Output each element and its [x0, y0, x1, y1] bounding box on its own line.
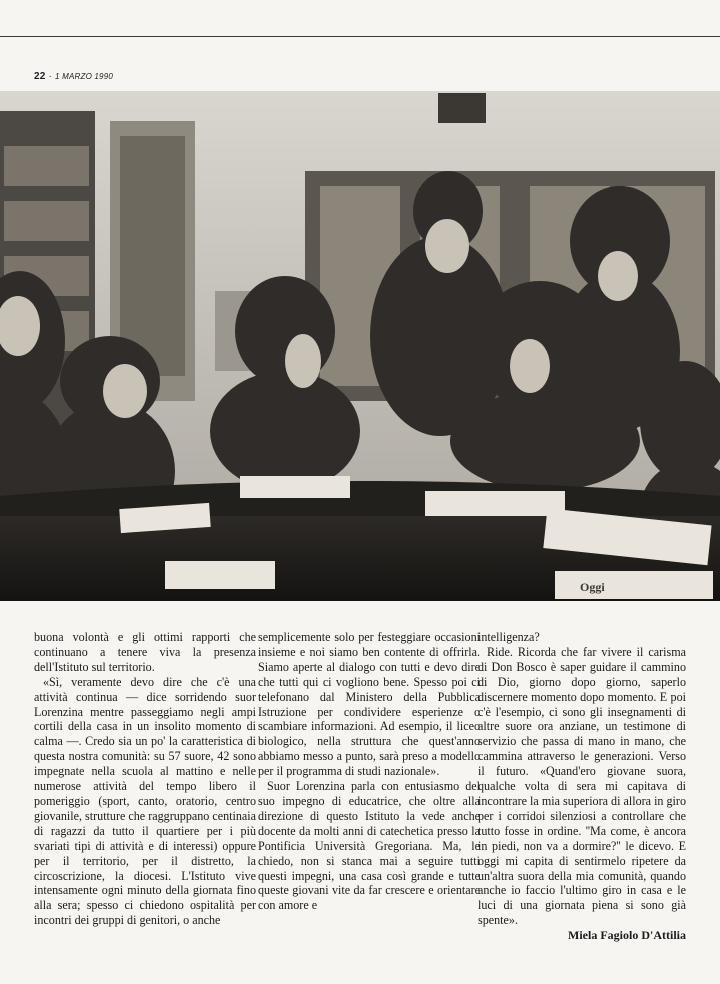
page-number: 22	[34, 71, 46, 82]
header-separator: ·	[48, 71, 53, 82]
page-header	[34, 71, 113, 82]
col1-paragraph-2: «Sì, veramente devo dire che c'è una attività continua — dice sorridendo suor Lorenzina mentre passeggiamo negli ampi cortili della casa in un insolito momento di calma —. Credo sia un po' la caratteristica di questa nostra comunità: su 57 suore, 42 sono impegnate nella scuola al mattino e nelle numerose attività del tempo libero il pomeriggio (sport, canto, oratorio, centro giovanile, strutture che raggruppano centinaia di ragazzi da tutto il quartiere per i più svariati tipi di attività e di interessi) oppure per il territorio, per il distretto, la circoscrizione, la diocesi. L'Istituto vive intensamente ogni minuto della giornata fino alla sera; spesso ci chiedono ospitalità per incontri dei gruppi di genitori, o anche	[34, 674, 256, 928]
col2-paragraph-2: Suor Lorenzina parla con entusiasmo del suo impegno di educatrice, che oltre alla direzione di questo Istituto la vede anche docente da molti anni di catechetica presso la Pontificia Università Gregoriana. Ma, le chiedo, non si stanca mai a seguire tutti questi impegni, una casa così grande e tutte queste giovani vite da far crescere e orientare con amore e	[258, 779, 480, 913]
article-column-3	[478, 630, 686, 943]
article-photo	[0, 91, 720, 601]
col3-paragraph-2: Ride. Ricorda che far vivere il carisma di Don Bosco è saper guidare il cammino di Dio, giorno dopo giorno, saperlo discernere momento dopo momento. E poi c'è l'esempio, ci sono gli insegnamenti di altre suore ora anziane, un testimone di servizio che passa di mano in mano, che cammina attraverso le generazioni. Verso il futuro. «Quand'ero giovane suora, qualche volta di sera mi capitava di incontrare la mia superiora di allora in giro per i corridoi silenziosi a controllare che tutto fosse in ordine. ''Ma come, è ancora in piedi, non va a dormire?'' le dicevo. E oggi mi capita di sentirmelo ripetere da un'altra suora della mia comunità, quando anche io faccio l'ultimo giro in casa e le luci di una giornata piena si sono già spente».	[478, 644, 686, 928]
classroom-photo-illustration	[0, 91, 720, 601]
col1-paragraph-1: buona volontà e gli ottimi rapporti che continuano a tenere viva la presenza dell'Istituto sul territorio.	[34, 630, 256, 674]
col3-paragraph-1: intelligenza?	[478, 630, 540, 644]
author-signature: Miela Fagiolo D'Attilia	[568, 928, 686, 943]
top-rule	[0, 36, 720, 37]
issue-date: 1 MARZO 1990	[55, 72, 114, 81]
article-column-2	[258, 630, 480, 913]
article-column-1	[34, 630, 256, 928]
newspaper-text: Oggi	[580, 580, 605, 594]
col2-paragraph-1: semplicemente solo per festeggiare occasioni insieme e noi siamo ben contente di offrirla. Siamo aperte al dialogo con tutti e devo dire che tutti qui ci vogliono bene. Spesso poi ci telefonano dal Ministero della Pubblica Istruzione per condividere esperienze o scambiare informazioni. Ad esempio, il liceo biologico, nella struttura che quest'anno abbiamo messo a punto, sarà preso a modello per il programma di studi nazionale».	[258, 630, 480, 779]
